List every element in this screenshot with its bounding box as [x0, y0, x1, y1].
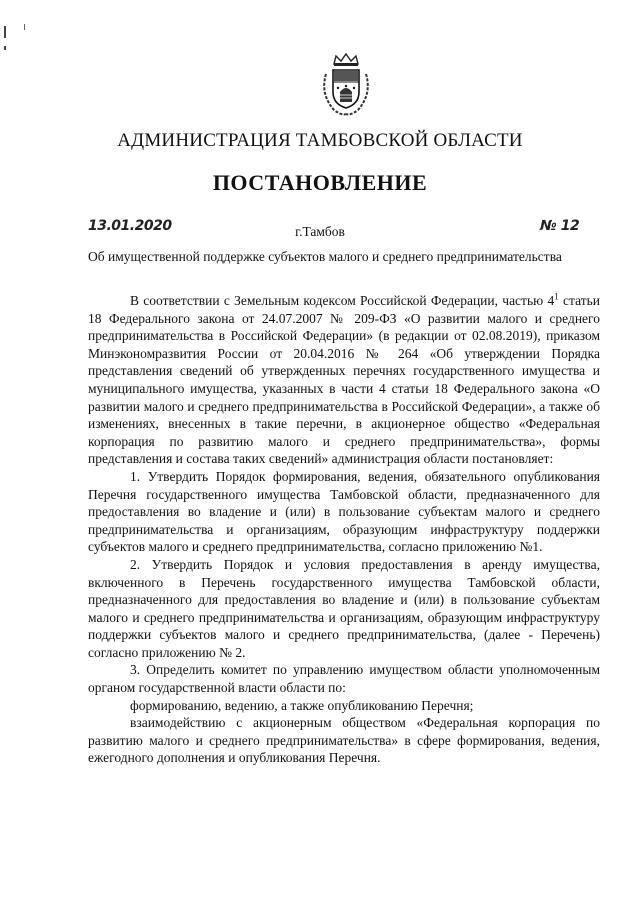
number-value: 12 — [560, 218, 580, 234]
document-type-title: ПОСТАНОВЛЕНИЕ — [212, 170, 428, 195]
scan-mark — [4, 26, 6, 38]
number-sign: № — [540, 218, 557, 234]
organization-name: АДМИНИСТРАЦИЯ ТАМБОВСКОЙ ОБЛАСТИ — [117, 130, 523, 151]
document-date: 13.01.2020 — [88, 218, 172, 234]
document-subject: Об имущественной поддержке субъектов малого и среднего предпринимательства — [88, 249, 562, 264]
paragraph-subitem-1: формированию, ведению, а также опубликованию Перечня; — [130, 697, 474, 713]
paragraph-preamble: В соответствии с Земельным кодексом Российской Федерации, частью $4^1$ статьи 18 Федерального закона от 24.07.2007 № 209-ФЗ «О развитии малого и среднего предпринимательства в Российской Федерации» (в редакции от 02.08.2019), приказом Минэкономразвития России от 20.04.2016 № 264 «Об утверждении Порядка представления сведений об утвержденных перечнях государственного имущества и муниципального имущества, указанных в части 4 статьи 18 Федерального закона «О развитии малого и среднего предпринимательства в Российской Федерации», а также об изменениях, внесенных в такие перечни, в акционерное общество «Федеральная корпорация по развитию малого и среднего предпринимательства», формы представления и состава таких сведений» администрация области постановляет: — [88, 291, 600, 467]
document-number — [540, 218, 579, 234]
paragraph-item-2: 2. Утвердить Порядок и условия предоставления в аренду имущества, включенного в Перечень государственного имущества Тамбовской области, предназначенного для предоставления во владение и (или) в пользование субъектам малого и среднего предпринимательства и организациям, образующим инфраструктуру поддержки субъектов малого и среднего предпринимательства, (далее - Перечень) согласно приложению № 2. — [88, 556, 600, 660]
scan-mark — [4, 46, 6, 50]
document-body — [88, 292, 600, 767]
scan-mark — [24, 24, 25, 30]
coat-of-arms-emblem — [316, 52, 376, 118]
city-name: г.Тамбов — [295, 224, 345, 239]
paragraph-subitem-2: взаимодействию с акционерным обществом «Федеральная корпорация по развитию малого и среднего предпринимательства» в сфере формирования, ведения, ежегодного дополнения и опубликования Перечня. — [88, 715, 600, 766]
paragraph-item-3: 3. Определить комитет по управлению имуществом области уполномоченным органом государственной власти области по: — [88, 662, 600, 696]
paragraph-item-1: 1. Утвердить Порядок формирования, ведения, обязательного опубликования Перечня государственного имущества Тамбовской области, предназначенного для предоставления во владение и (или) в пользование субъектам малого и среднего предпринимательства и организациям, образующим инфраструктуру поддержки субъектов малого и среднего предпринимательства, согласно приложению №1. — [88, 468, 600, 555]
